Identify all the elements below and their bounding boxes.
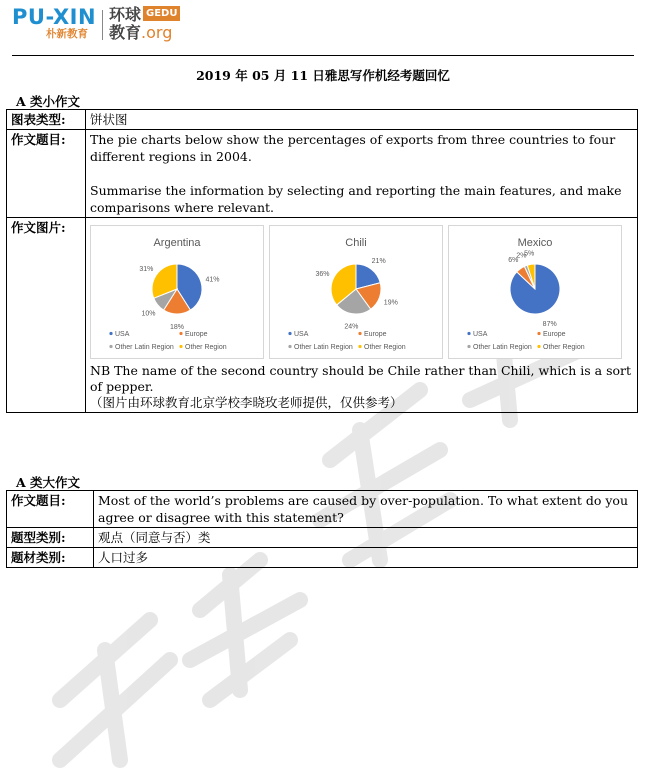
logo-divider <box>102 10 103 40</box>
puxin-logo <box>12 6 96 40</box>
legend-marker <box>109 345 112 348</box>
row-value: 观点（同意与否）类 <box>94 528 638 548</box>
pie-chart-chili <box>269 225 443 359</box>
legend-entry: USA <box>115 331 130 338</box>
data-label: 6% <box>508 257 519 265</box>
legend-marker <box>109 332 112 335</box>
table-row <box>7 218 638 413</box>
data-label: 36% <box>315 271 330 279</box>
legend-entry: USA <box>473 331 488 338</box>
gedu-logo <box>109 6 180 42</box>
table-row <box>7 110 638 130</box>
brand-gedu: GEDU <box>143 6 180 21</box>
row-label: 作文题目: <box>7 130 86 218</box>
legend-marker <box>537 332 540 335</box>
legend-marker <box>358 345 361 348</box>
task2-section-title: A 类大作文 <box>16 475 81 490</box>
legend-entry: Other Latin Region <box>294 344 353 351</box>
chart-title: Chili <box>345 237 367 249</box>
row-value: 饼状图 <box>86 110 638 130</box>
pie-chart-argentina <box>90 225 264 359</box>
data-label: 87% <box>542 320 557 328</box>
legend-entry: Europe <box>364 331 387 338</box>
legend-entry: Other Region <box>185 344 227 351</box>
legend-marker <box>467 345 470 348</box>
legend-entry: Other Latin Region <box>473 344 532 351</box>
legend-marker <box>179 345 182 348</box>
data-label: 24% <box>344 323 359 331</box>
brand-cn2: 教育 <box>109 23 142 42</box>
pie-chart-mexico <box>448 225 622 359</box>
data-label: 21% <box>371 257 386 265</box>
data-label: 41% <box>205 276 220 284</box>
chart-title: Argentina <box>153 237 201 249</box>
prompt-paragraph-2: Summarise the information by selecting and reporting the main features, and make comparisons where relevant. <box>90 183 622 215</box>
table-row <box>7 491 638 528</box>
task1-table <box>6 109 638 413</box>
legend-entry: Other Region <box>364 344 406 351</box>
row-label: 题型类别: <box>7 528 94 548</box>
legend-entry: Other Latin Region <box>115 344 174 351</box>
data-label: 2% <box>516 252 527 260</box>
page-header <box>0 0 646 60</box>
legend-marker <box>179 332 182 335</box>
brand-cn: 环球 <box>109 5 142 24</box>
brand-org: .org <box>141 23 173 42</box>
data-label: 5% <box>524 250 535 258</box>
chart-title: Mexico <box>517 237 553 249</box>
document-title: 2019 年 05 月 11 日雅思写作机经考题回忆 <box>196 68 450 83</box>
legend-entry: Europe <box>543 331 566 338</box>
legend-marker <box>288 345 291 348</box>
data-label: 18% <box>169 324 185 331</box>
task1-section-title: A 类小作文 <box>16 94 81 109</box>
table-row <box>7 548 638 568</box>
legend-marker <box>288 332 291 335</box>
row-value <box>86 218 638 413</box>
task2-table <box>6 490 638 568</box>
data-label: 10% <box>141 310 156 318</box>
pie-charts <box>90 225 633 359</box>
brand-latin: PU-XIN <box>12 5 97 29</box>
table-row <box>7 528 638 548</box>
row-value: Most of the world’s problems are caused by over-population. To what extent do you agree or disagree with this statement? <box>94 491 638 528</box>
row-label: 作文图片: <box>7 218 86 413</box>
row-value: 人口过多 <box>94 548 638 568</box>
legend-marker <box>537 345 540 348</box>
legend-entry: USA <box>294 331 309 338</box>
data-label: 19% <box>383 299 398 307</box>
legend-marker <box>358 332 361 335</box>
nb-note: NB The name of the second country should be Chile rather than Chili, which is a sort of pepper. <box>90 363 632 394</box>
brand-sub: 朴新教育 <box>46 28 88 40</box>
image-credit: （图片由环球教育北京学校李晓玫老师提供，仅供参考） <box>90 395 403 410</box>
data-label: 31% <box>139 266 154 274</box>
row-value <box>86 130 638 218</box>
legend-entry: Europe <box>185 331 208 338</box>
table-row <box>7 130 638 218</box>
row-label: 作文题目: <box>7 491 94 528</box>
header-rule <box>12 55 634 56</box>
legend-marker <box>467 332 470 335</box>
row-label: 图表类型: <box>7 110 86 130</box>
prompt-paragraph-1: The pie charts below show the percentages of exports from three countries to four different regions in 2004. <box>90 132 616 164</box>
legend-entry: Other Region <box>543 344 585 351</box>
row-label: 题材类别: <box>7 548 94 568</box>
